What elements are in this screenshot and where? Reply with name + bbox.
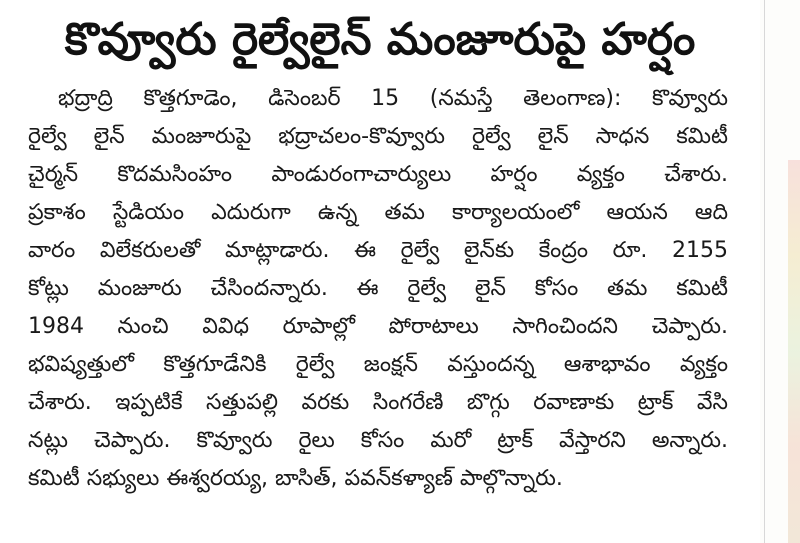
article-line-4: ప్రకాశం స్టేడియం ఎదురుగా ఉన్న తమ కార్యాలయంలో ఆయన ఆది bbox=[28, 200, 728, 225]
article-line-9: చేశారు. ఇప్పటికే సత్తుపల్లి వరకు సింగరేణి బొగ్గు రవాణాకు ట్రాక్ వేసి bbox=[28, 390, 728, 415]
article-line-3: చైర్మన్ కొదమసింహం పాండురంగాచార్యులు హర్షం వ్యక్తం చేశారు. bbox=[28, 162, 728, 187]
article-line-6: కోట్లు మంజూరు చేసిందన్నారు. ఈ రైల్వే లైన్ కోసం తమ కమిటీ bbox=[28, 276, 728, 301]
article-line-7: 1984 నుంచి వివిధ రూపాల్లో పోరాటాలు సాగించిందని చెప్పారు. bbox=[28, 314, 728, 339]
column-divider bbox=[764, 0, 765, 543]
article-line-5: వారం విలేకరులతో మాట్లాడారు. ఈ రైల్వే లైన్‌కు కేంద్రం రూ. 2155 bbox=[28, 238, 728, 263]
article-body bbox=[28, 80, 728, 498]
article-line-2: రైల్వే లైన్ మంజూరుపై భద్రాచలం-కొవ్వూరు రైల్వే లైన్ సాధన కమిటీ bbox=[28, 124, 728, 149]
article-line-10: నట్లు చెప్పారు. కొవ్వూరు రైలు కోసం మరో ట్రాక్ వేస్తారని అన్నారు. bbox=[28, 428, 728, 453]
article-line-1: భద్రాద్రి కొత్తగూడెం, డిసెంబర్ 15 (నమస్తే తెలంగాణ): కొవ్వూరు bbox=[58, 86, 728, 111]
adjacent-clipping-edge bbox=[788, 160, 800, 543]
article-line-8: భవిష్యత్తులో కొత్తగూడేనికి రైల్వే జంక్షన్ వస్తుందన్న ఆశాభావం వ్యక్తం bbox=[28, 352, 728, 377]
article-line-11: కమిటీ సభ్యులు ఈశ్వరయ్య, బాసిత్, పవన్‌కళ్యాణ్ పాల్గొన్నారు. bbox=[28, 466, 563, 491]
article-headline: కొవ్వూరు రైల్వేలైన్ మంజూరుపై హర్షం bbox=[64, 14, 696, 65]
